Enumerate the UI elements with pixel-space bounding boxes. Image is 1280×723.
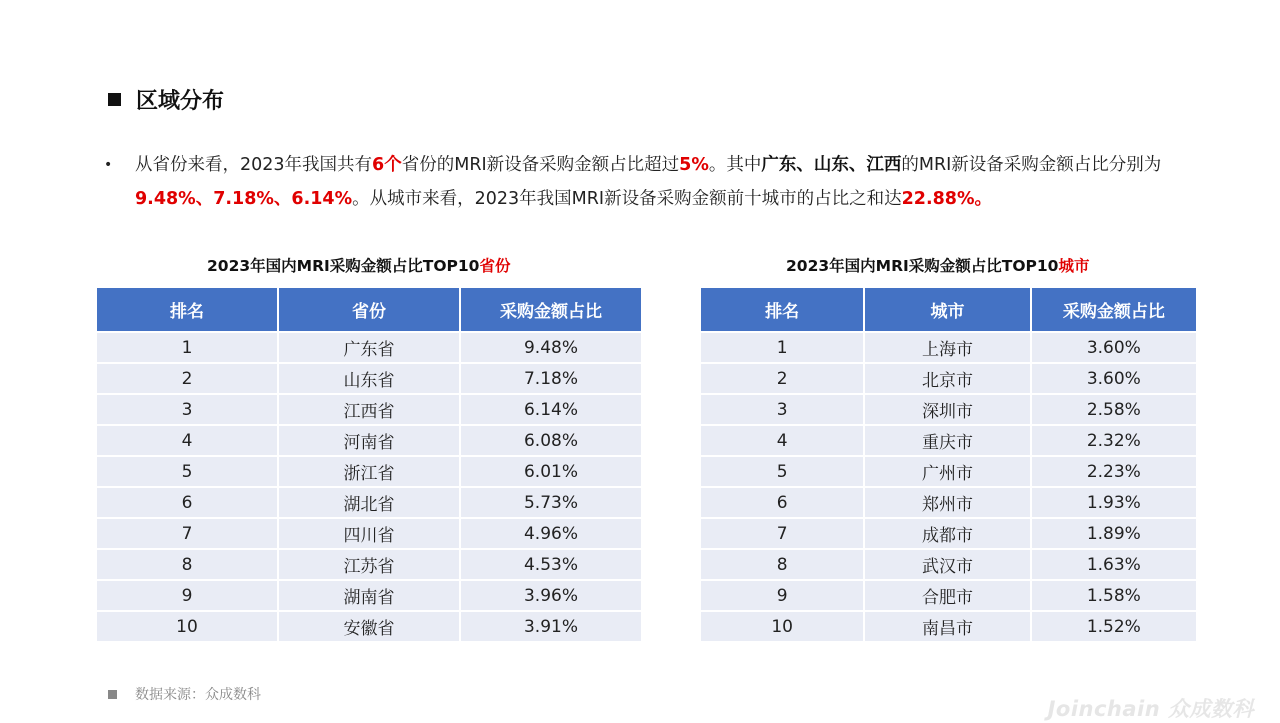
province-table bbox=[95, 286, 643, 643]
header-cell: 采购金额占比 bbox=[1032, 288, 1196, 331]
table-cell: 4.96% bbox=[461, 519, 641, 548]
summary-paragraph bbox=[104, 148, 1204, 216]
table-cell: 1.63% bbox=[1032, 550, 1196, 579]
table-cell: 3.91% bbox=[461, 612, 641, 641]
table-cell: 湖北省 bbox=[279, 488, 459, 517]
table-row bbox=[701, 333, 1196, 362]
table-cell: 浙江省 bbox=[279, 457, 459, 486]
city-table-caption bbox=[786, 254, 1089, 276]
table-row bbox=[97, 581, 641, 610]
table-cell: 10 bbox=[701, 612, 863, 641]
table-cell: 3.60% bbox=[1032, 333, 1196, 362]
table-row bbox=[701, 395, 1196, 424]
table-row bbox=[701, 426, 1196, 455]
table-cell: 成都市 bbox=[865, 519, 1029, 548]
table-cell: 6.01% bbox=[461, 457, 641, 486]
header-cell: 省份 bbox=[279, 288, 459, 331]
table-cell: 四川省 bbox=[279, 519, 459, 548]
table-cell: 7 bbox=[97, 519, 277, 548]
summary-highlight: 5% bbox=[679, 155, 709, 175]
watermark-logo bbox=[1048, 693, 1254, 723]
table-cell: 1 bbox=[701, 333, 863, 362]
table-cell: 3.60% bbox=[1032, 364, 1196, 393]
table-cell: 重庆市 bbox=[865, 426, 1029, 455]
table-header-row bbox=[701, 288, 1196, 331]
table-row bbox=[701, 550, 1196, 579]
caption-accent: 城市 bbox=[1058, 257, 1090, 275]
table-cell: 7 bbox=[701, 519, 863, 548]
footer-square-icon bbox=[108, 690, 117, 699]
table-row bbox=[701, 488, 1196, 517]
table-row bbox=[97, 550, 641, 579]
summary-part: 省份的MRI新设备采购金额占比超过 bbox=[401, 155, 680, 175]
table-cell: 合肥市 bbox=[865, 581, 1029, 610]
table-cell: 8 bbox=[97, 550, 277, 579]
table-row bbox=[701, 364, 1196, 393]
table-cell: 2 bbox=[701, 364, 863, 393]
table-cell: 郑州市 bbox=[865, 488, 1029, 517]
summary-part: 。从城市来看，2023年我国MRI新设备采购金额前十城市的占比之和达 bbox=[352, 189, 902, 209]
table-cell: 6 bbox=[97, 488, 277, 517]
table-cell: 江西省 bbox=[279, 395, 459, 424]
table-cell: 湖南省 bbox=[279, 581, 459, 610]
section-title-text: 区域分布 bbox=[136, 89, 225, 114]
table-cell: 江苏省 bbox=[279, 550, 459, 579]
table-cell: 3.96% bbox=[461, 581, 641, 610]
table-row bbox=[701, 457, 1196, 486]
data-source bbox=[108, 684, 261, 704]
table-cell: 1.89% bbox=[1032, 519, 1196, 548]
summary-part: 的MRI新设备采购金额占比分别为 bbox=[901, 155, 1162, 175]
table-cell: 上海市 bbox=[865, 333, 1029, 362]
table-row bbox=[97, 333, 641, 362]
table-header-row bbox=[97, 288, 641, 331]
header-cell: 城市 bbox=[865, 288, 1029, 331]
table-cell: 6 bbox=[701, 488, 863, 517]
table-cell: 9.48% bbox=[461, 333, 641, 362]
table-cell: 6.08% bbox=[461, 426, 641, 455]
summary-highlight: 6个 bbox=[372, 155, 402, 175]
table-row bbox=[97, 519, 641, 548]
table-row bbox=[97, 395, 641, 424]
bullet-dot-icon: • bbox=[104, 157, 113, 173]
summary-text bbox=[135, 148, 1204, 216]
province-table-caption bbox=[207, 254, 510, 276]
table-cell: 5.73% bbox=[461, 488, 641, 517]
table-cell: 4 bbox=[97, 426, 277, 455]
table-row bbox=[701, 612, 1196, 641]
caption-accent: 省份 bbox=[479, 257, 511, 275]
table-row bbox=[97, 426, 641, 455]
table-cell: 5 bbox=[97, 457, 277, 486]
table-cell: 6.14% bbox=[461, 395, 641, 424]
table-cell: 北京市 bbox=[865, 364, 1029, 393]
table-row bbox=[97, 612, 641, 641]
table-cell: 7.18% bbox=[461, 364, 641, 393]
table-row bbox=[97, 364, 641, 393]
summary-part: 从省份来看，2023年我国共有 bbox=[135, 155, 373, 175]
table-cell: 3 bbox=[97, 395, 277, 424]
summary-highlight: 9.48%、7.18%、6.14% bbox=[135, 189, 353, 209]
table-row bbox=[701, 581, 1196, 610]
table-cell: 1 bbox=[97, 333, 277, 362]
table-cell: 9 bbox=[701, 581, 863, 610]
table-cell: 山东省 bbox=[279, 364, 459, 393]
table-cell: 2.32% bbox=[1032, 426, 1196, 455]
table-cell: 4 bbox=[701, 426, 863, 455]
summary-bold: 广东、山东、江西 bbox=[761, 155, 902, 175]
table-cell: 1.58% bbox=[1032, 581, 1196, 610]
table-cell: 广州市 bbox=[865, 457, 1029, 486]
section-title bbox=[108, 84, 224, 115]
table-cell: 河南省 bbox=[279, 426, 459, 455]
city-table bbox=[699, 286, 1198, 643]
summary-part: 。其中 bbox=[708, 155, 762, 175]
table-cell: 2.23% bbox=[1032, 457, 1196, 486]
data-source-text: 数据来源：众成数科 bbox=[135, 687, 261, 703]
table-cell: 2 bbox=[97, 364, 277, 393]
title-square-icon bbox=[108, 93, 121, 106]
caption-main: 2023年国内MRI采购金额占比TOP10 bbox=[207, 257, 480, 275]
table-cell: 5 bbox=[701, 457, 863, 486]
table-cell: 3 bbox=[701, 395, 863, 424]
table-cell: 1.52% bbox=[1032, 612, 1196, 641]
table-cell: 10 bbox=[97, 612, 277, 641]
table-row bbox=[701, 519, 1196, 548]
table-cell: 4.53% bbox=[461, 550, 641, 579]
summary-highlight: 22.88%。 bbox=[901, 189, 992, 209]
table-cell: 1.93% bbox=[1032, 488, 1196, 517]
table-cell: 广东省 bbox=[279, 333, 459, 362]
header-cell: 排名 bbox=[701, 288, 863, 331]
table-cell: 安徽省 bbox=[279, 612, 459, 641]
table-cell: 8 bbox=[701, 550, 863, 579]
header-cell: 排名 bbox=[97, 288, 277, 331]
watermark-text: Joinchain 众成数科 bbox=[1047, 697, 1254, 721]
table-cell: 南昌市 bbox=[865, 612, 1029, 641]
caption-main: 2023年国内MRI采购金额占比TOP10 bbox=[786, 257, 1059, 275]
table-row bbox=[97, 488, 641, 517]
table-cell: 深圳市 bbox=[865, 395, 1029, 424]
table-cell: 2.58% bbox=[1032, 395, 1196, 424]
table-cell: 武汉市 bbox=[865, 550, 1029, 579]
table-cell: 9 bbox=[97, 581, 277, 610]
header-cell: 采购金额占比 bbox=[461, 288, 641, 331]
table-row bbox=[97, 457, 641, 486]
